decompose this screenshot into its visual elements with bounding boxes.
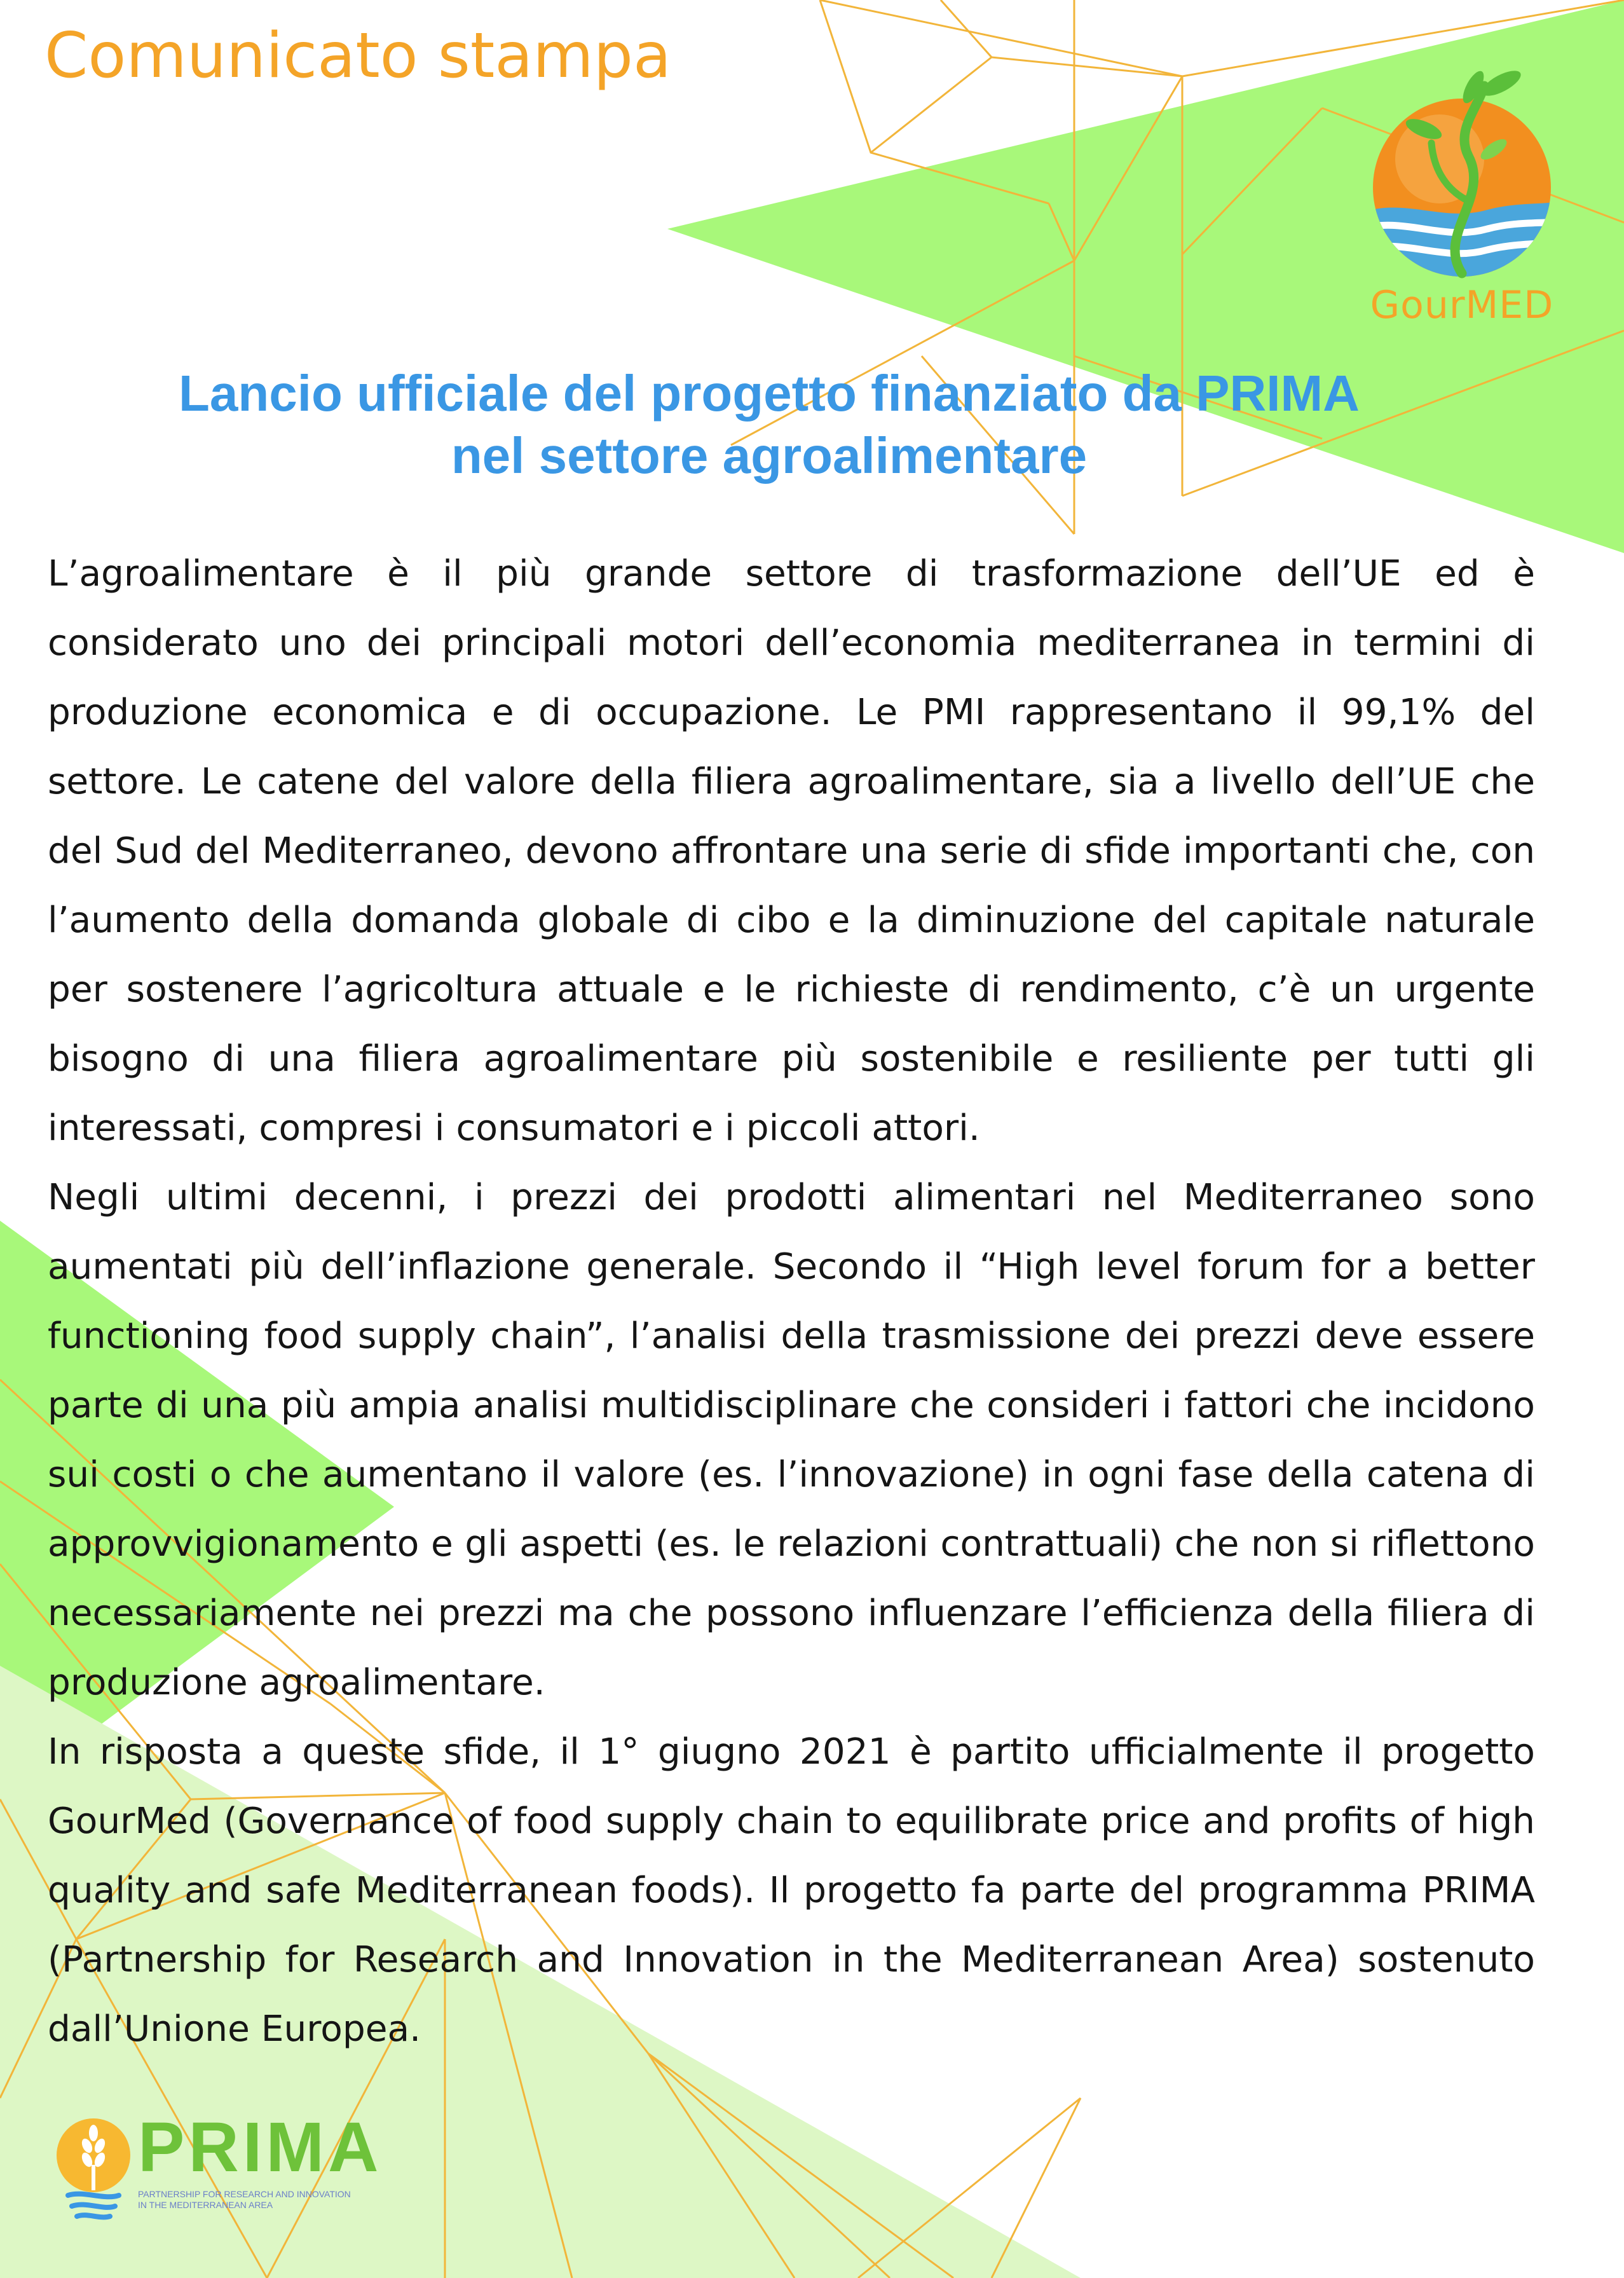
prima-wordmark: PRIMA: [138, 2108, 383, 2186]
body-text: [48, 539, 1535, 2064]
prima-wheat-icon: [54, 2114, 137, 2225]
body-paragraph-3: In risposta a queste sfide, il 1° giugno 2021 è partito ufficialmente il progetto GourMed (Governance of food supply chain to equilibrate price and profits of high quality and safe Mediterranean foods). Il progetto fa parte del programma PRIMA (Partnership for Research and Innovation in the Mediterranean Area) sostenuto dall’Unione Europea.: [48, 1731, 1535, 2050]
headline: [38, 362, 1500, 488]
prima-logo: [54, 2108, 385, 2225]
prima-tagline-line-2: IN THE MEDITERRANEAN AREA: [138, 2200, 273, 2210]
gourmed-wordmark: GourMED: [1370, 283, 1554, 327]
headline-line-2: nel settore agroalimentare: [451, 427, 1088, 484]
press-release-label: Comunicato stampa: [44, 20, 672, 92]
headline-line-1: Lancio ufficiale del progetto finanziato da PRIMA: [179, 365, 1360, 422]
body-paragraph-2: Negli ultimi decenni, i prezzi dei prodotti alimentari nel Mediterraneo sono aumentati più dell’inflazione generale. Secondo il “High level forum for a better functioning food supply chain”, l’analisi della trasmissione dei prezzi deve essere parte di una più ampia analisi multidisciplinare che consideri i fattori che incidono sui costi o che aumentano il valore (es. l’innovazione) in ogni fase della catena di approvvigionamento e gli aspetti (es. le relazioni contrattuali) che non si riflettono necessariamente nei prezzi ma che possono influenzare l’efficienza della filiera di produzione agroalimentare.: [48, 1177, 1535, 1703]
gourmed-emblem-icon: [1360, 54, 1564, 283]
gourmed-logo: [1360, 54, 1564, 334]
body-paragraph-1: L’agroalimentare è il più grande settore di trasformazione dell’UE ed è considerato uno dei principali motori dell’economia mediterranea in termini di produzione economica e di occupazione. Le PMI rappresentano il 99,1% del settore. Le catene del valore della filiera agroalimentare, sia a livello dell’UE che del Sud del Mediterraneo, devono affrontare una serie di sfide importanti che, con l’aumento della domanda globale di cibo e la diminuzione del capitale naturale per sostenere l’agricoltura attuale e le richieste di rendimento, c’è un urgente bisogno di una filiera agroalimentare più sostenibile e resiliente per tutti gli interessati, compresi i consumatori e i piccoli attori.: [48, 553, 1535, 1149]
prima-tagline: [138, 2189, 351, 2211]
prima-tagline-line-1: PARTNERSHIP FOR RESEARCH AND INNOVATION: [138, 2189, 351, 2199]
